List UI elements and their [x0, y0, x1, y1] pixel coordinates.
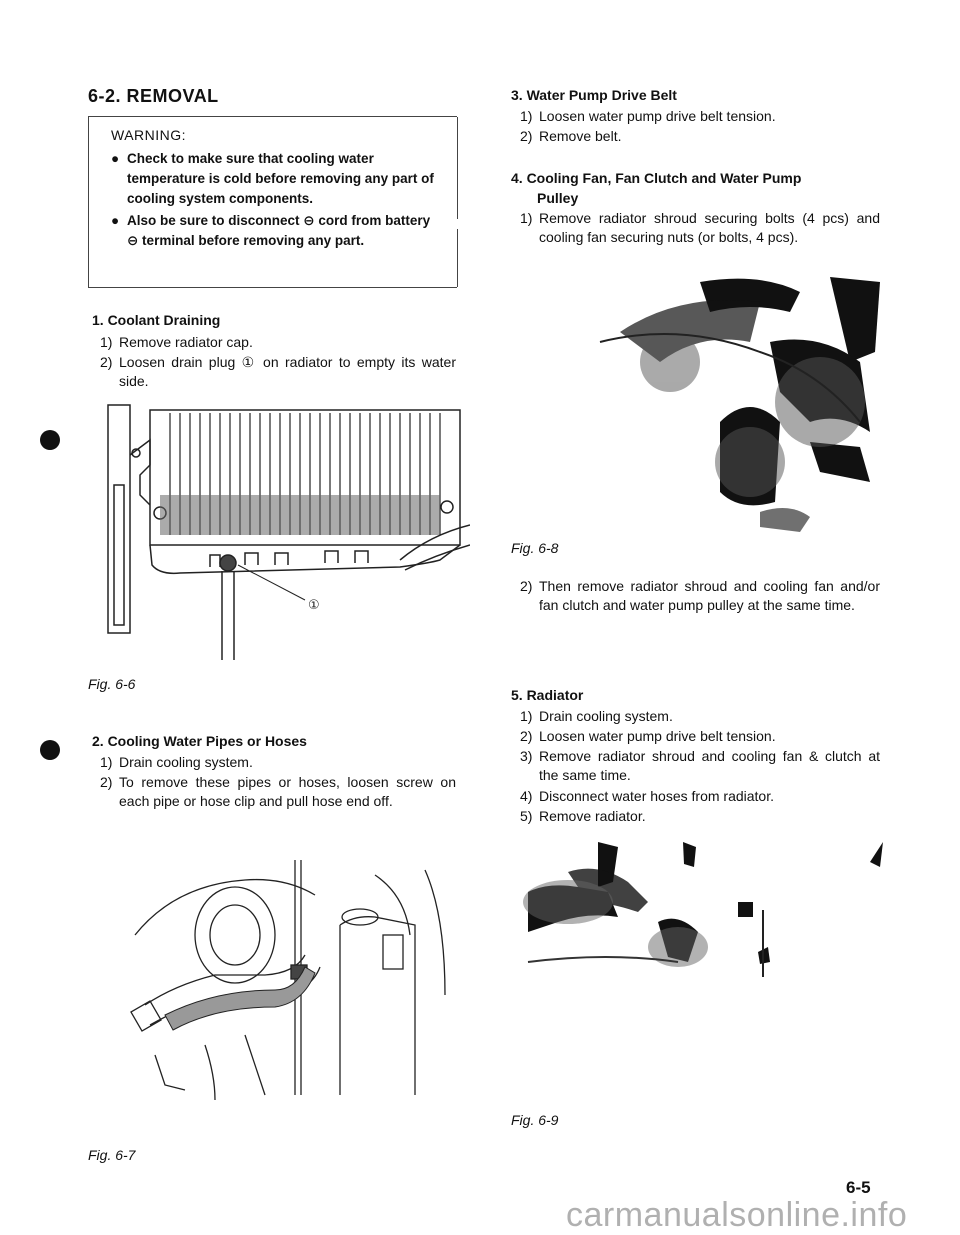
figure-caption: Fig. 6-6 — [88, 676, 136, 692]
radiator-removal-photo — [508, 842, 888, 1012]
binding-hole-top — [40, 430, 60, 450]
bullet-icon: ● — [111, 151, 120, 166]
warning-item: ● Check to make sure that cooling water temperature is cold before removing any part of cooling system components. — [111, 151, 434, 206]
step: 3) Remove radiator shroud and cooling fan & clutch at the same time. — [520, 748, 880, 783]
figure-caption: Fig. 6-9 — [511, 1112, 559, 1128]
step: 2) Loosen water pump drive belt tension. — [520, 728, 776, 744]
page-number: 6-5 — [846, 1178, 871, 1197]
watermark: carmanualsonline.info — [566, 1196, 908, 1234]
step: 5) Remove radiator. — [520, 808, 646, 824]
step: 4) Disconnect water hoses from radiator. — [520, 788, 774, 804]
radiator-drain-figure — [100, 395, 470, 665]
heading-water-pump-drive-belt: 3. Water Pump Drive Belt — [511, 87, 677, 103]
callout-1: ① — [308, 598, 320, 613]
step: 2) Remove belt. — [520, 128, 622, 144]
step: 1) Drain cooling system. — [520, 708, 673, 724]
warning-item: ● Also be sure to disconnect ⊖ cord from battery ⊖ terminal before removing any part. — [111, 213, 431, 248]
step: 2) Loosen drain plug ① on radiator to empty its water side. — [100, 354, 456, 389]
section-title: 6-2. REMOVAL — [88, 86, 219, 106]
warning-list — [111, 149, 441, 253]
figure-caption: Fig. 6-8 — [511, 540, 559, 556]
step: 1) Loosen water pump drive belt tension. — [520, 108, 776, 124]
heading-cooling-water-pipes: 2. Cooling Water Pipes or Hoses — [92, 733, 307, 749]
step: 1) Remove radiator shroud securing bolts (4 pcs) and cooling fan securing nuts (or bolts, 4 pcs). — [520, 210, 880, 245]
binding-hole-bottom — [40, 740, 60, 760]
heading-cooling-fan: 4. Cooling Fan, Fan Clutch and Water Pump Pulley — [511, 170, 802, 206]
step: 1) Drain cooling system. — [100, 754, 253, 770]
fan-shroud-photo — [560, 272, 880, 532]
step: 2) Then remove radiator shroud and cooling fan and/or fan clutch and water pump pulley at the same time. — [520, 578, 880, 613]
heading-radiator: 5. Radiator — [511, 687, 584, 703]
step: 2) To remove these pipes or hoses, loosen screw on each pipe or hose clip and pull hose end off. — [100, 774, 456, 809]
bullet-icon: ● — [111, 213, 120, 228]
step: 1) Remove radiator cap. — [100, 334, 253, 350]
warning-title: WARNING: — [111, 127, 187, 143]
hose-removal-figure — [115, 855, 465, 1105]
heading-coolant-draining: 1. Coolant Draining — [92, 312, 221, 328]
warning-box — [88, 116, 457, 288]
figure-caption: Fig. 6-7 — [88, 1147, 136, 1163]
